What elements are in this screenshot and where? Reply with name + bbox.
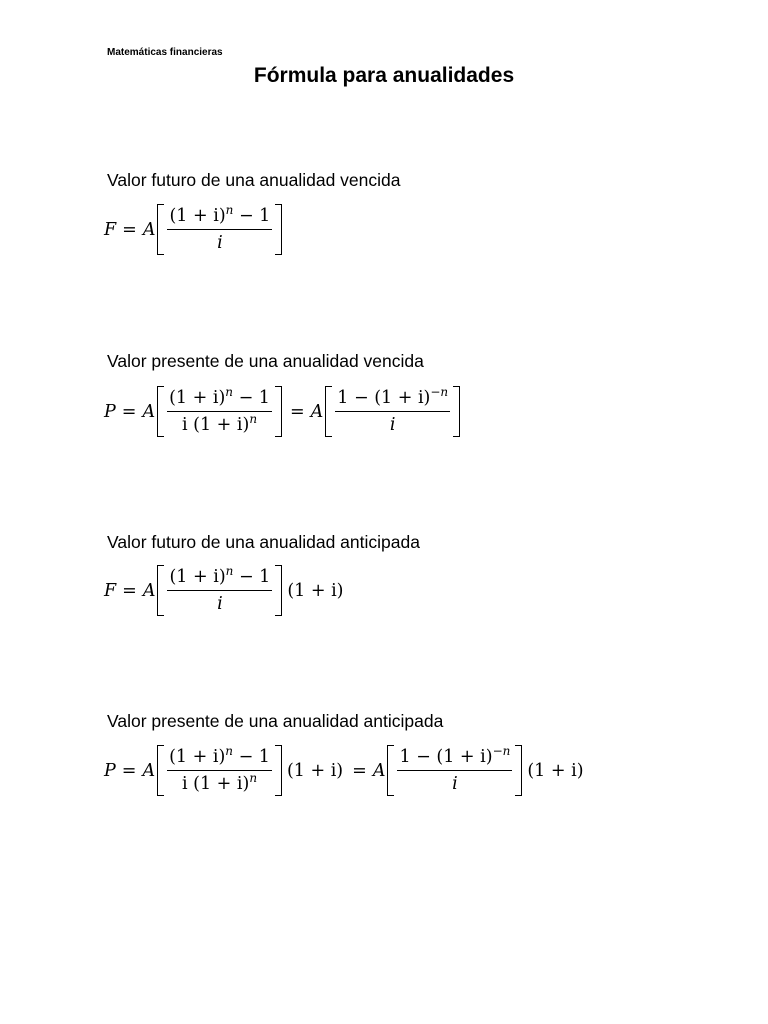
right-bracket: [275, 565, 282, 616]
equals-sign: =: [121, 401, 137, 422]
page-title: Fórmula para anualidades: [253, 64, 515, 87]
growth-factor: (1 + i): [527, 760, 584, 781]
bracket-group: [157, 745, 282, 796]
fraction: [396, 745, 513, 796]
fraction-numerator: $1 - (1 + i)^{-n}$: [335, 388, 450, 412]
right-bracket: [515, 745, 522, 796]
bracket-group: [387, 745, 522, 796]
fraction-denominator: i: [217, 594, 223, 614]
growth-factor: (1 + i): [287, 580, 344, 601]
fraction-denominator: i $(1 + i)^n$: [181, 412, 258, 435]
fraction-denominator: i: [217, 233, 223, 253]
equals-sign: =: [122, 580, 137, 601]
formula-variable-a: A: [142, 760, 156, 781]
fraction-denominator: i: [389, 415, 396, 435]
bracket-group: [157, 386, 282, 437]
formula-variable-a: A: [310, 401, 324, 422]
fraction-numerator: $1 - (1 + i)^{-n}$: [397, 747, 512, 771]
equals-sign: =: [289, 401, 305, 422]
fraction-numerator: $(1 + i)^n - 1$: [167, 567, 272, 591]
section-heading-present-value-due: Valor presente de una anualidad anticipada: [107, 711, 444, 731]
fraction: [334, 386, 451, 437]
bracket-group: [157, 565, 282, 616]
formula-present-value-due: [104, 745, 587, 796]
fraction-numerator: $(1 + i)^n - 1$: [167, 206, 272, 230]
formula-present-value-ordinary: [104, 386, 462, 437]
bracket-group: [157, 204, 282, 255]
formula-future-value-ordinary: [104, 204, 284, 255]
right-bracket: [275, 386, 282, 437]
fraction: [166, 745, 273, 796]
left-bracket: [387, 745, 394, 796]
fraction-numerator: $(1 + i)^n - 1$: [167, 747, 272, 771]
fraction: [166, 386, 273, 437]
right-bracket: [275, 745, 282, 796]
formula-future-value-due: [104, 565, 347, 616]
growth-factor: (1 + i): [286, 760, 344, 781]
formula-variable-a: A: [142, 580, 156, 601]
section-heading-present-value-ordinary: Valor presente de una anualidad vencida: [107, 351, 424, 371]
left-bracket: [157, 386, 164, 437]
formula-variable-f: F: [104, 580, 117, 601]
right-bracket: [453, 386, 460, 437]
fraction-numerator: $(1 + i)^n - 1$: [167, 388, 272, 412]
left-bracket: [157, 565, 164, 616]
left-bracket: [157, 204, 164, 255]
formula-variable-p: P: [104, 760, 116, 781]
fraction-denominator: i: [452, 774, 458, 794]
formula-variable-a: A: [372, 760, 386, 781]
left-bracket: [325, 386, 332, 437]
document-header: Matemáticas financieras: [107, 47, 223, 58]
fraction: [166, 565, 273, 616]
formula-variable-f: F: [104, 219, 117, 240]
equals-sign: =: [122, 219, 137, 240]
section-heading-future-value-due: Valor futuro de una anualidad anticipada: [107, 532, 420, 552]
formula-variable-a: A: [142, 401, 156, 422]
equals-sign: =: [352, 760, 367, 781]
left-bracket: [157, 745, 164, 796]
fraction-denominator: i $(1 + i)^n$: [181, 771, 258, 794]
formula-variable-p: P: [104, 401, 116, 422]
section-heading-future-value-ordinary: Valor futuro de una anualidad vencida: [107, 170, 401, 190]
formula-variable-a: A: [142, 219, 156, 240]
fraction: [166, 204, 273, 255]
equals-sign: =: [121, 760, 137, 781]
bracket-group: [325, 386, 460, 437]
right-bracket: [275, 204, 282, 255]
